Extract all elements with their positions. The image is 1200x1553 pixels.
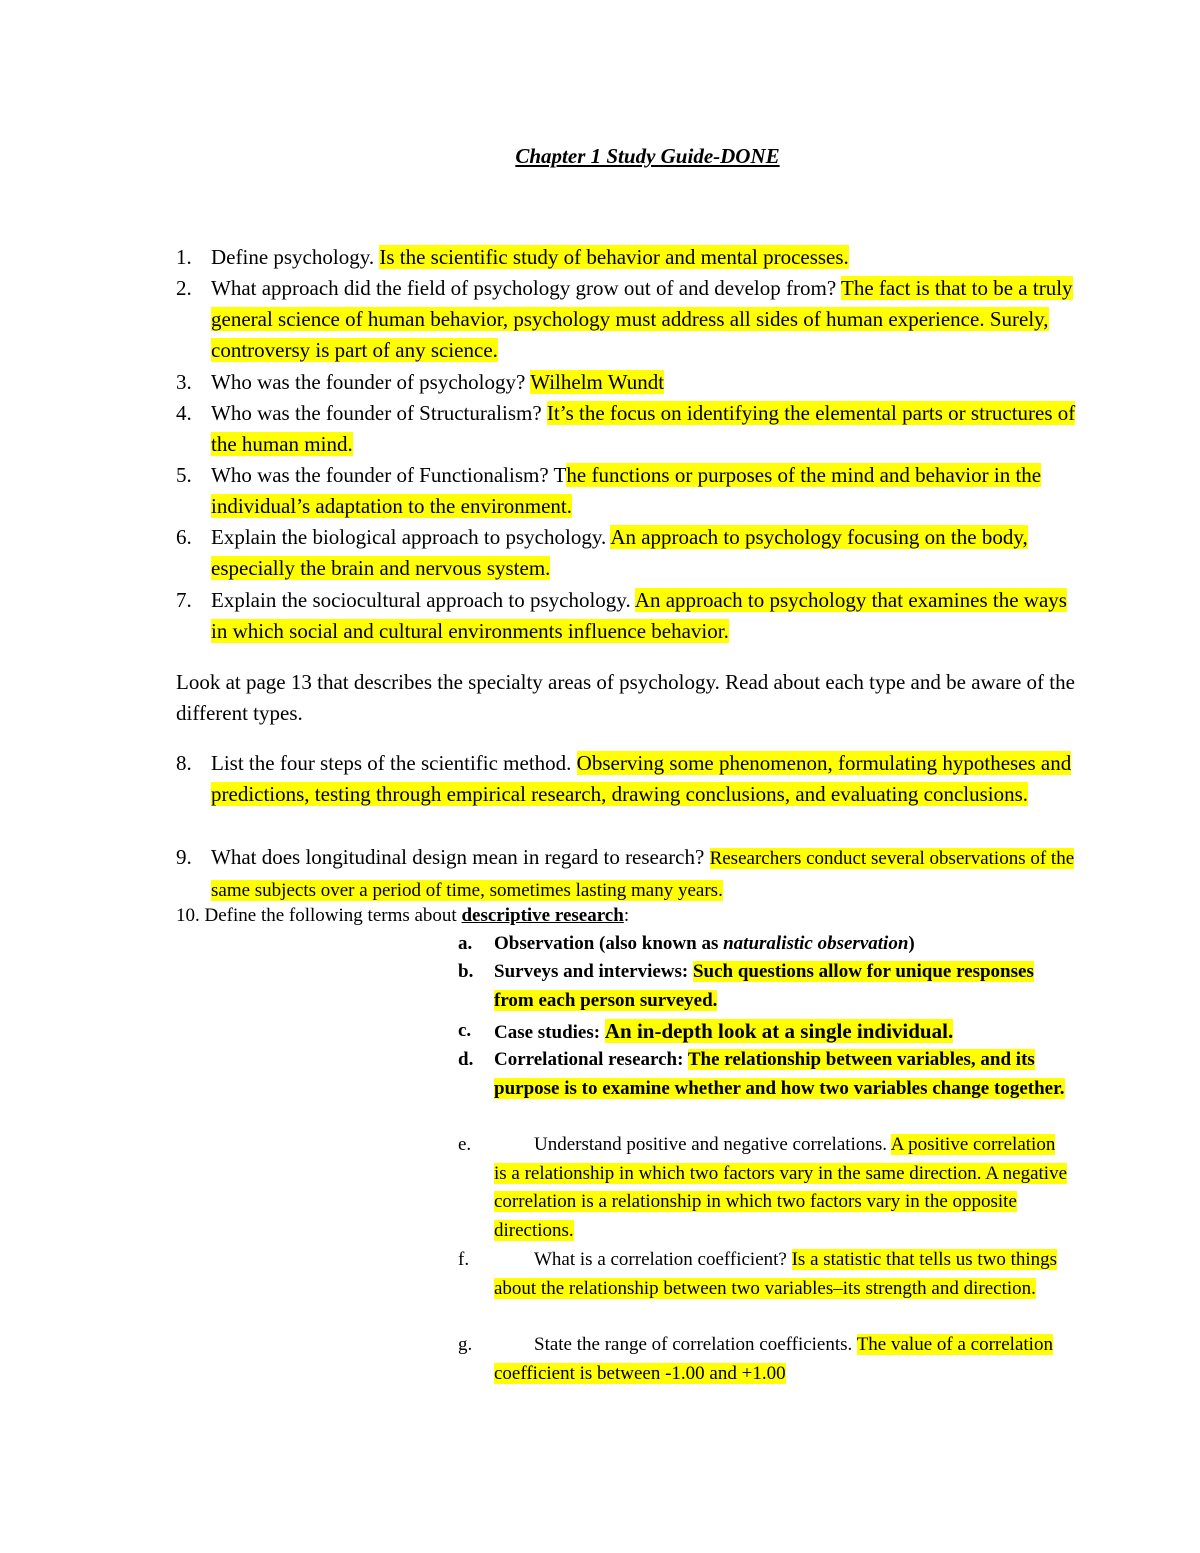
question-text: Who was the founder of psychology? [211,370,531,394]
question-2 [176,273,1076,366]
question-number: 1. [176,245,192,269]
subitem-letter: a. [458,933,473,954]
subitem-label: Observation (also known as [494,933,724,954]
answer-text: It’s the focus on identifying the elemental parts or structures of the human mind. [211,401,1076,456]
question-6 [176,522,1076,584]
subitem-b [458,958,1068,1015]
subitem-answer: Such questions allow for unique responses from each person surveyed. [494,961,1034,1011]
subitem-e [458,1131,1068,1245]
subitem-label: Correlational research: [494,1049,688,1070]
answer-text: he functions or purposes of the mind and behavior in the individual’s adaptation to the environment. [211,463,1042,518]
subitem-letter: c. [458,1020,472,1041]
page-title: Chapter 1 Study Guide-DONE [515,144,780,168]
question-text: Who was the founder of Functionalism? T [211,463,567,487]
answer-text: An approach to psychology focusing on the body, especially the brain and nervous system. [211,525,1028,580]
question-text: Define the following terms about [199,905,462,926]
question-8 [176,748,1076,810]
answer-text: An approach to psychology that examines the ways in which social and cultural environments influence behavior. [211,588,1067,643]
subitem-question: Understand positive and negative correlations. [534,1134,891,1155]
question-number: 3. [176,370,192,394]
subitem-question: State the range of correlation coefficients. [534,1334,857,1355]
question-10 [176,902,629,930]
subitem-g [458,1331,1068,1388]
answer-text: Researchers conduct several observations of the same subjects over a period of time, sometimes lasting many years. [211,848,1075,901]
subitem-question: What is a correlation coefficient? [534,1249,792,1270]
question-3 [176,367,1076,398]
question-text: List the four steps of the scientific method. [211,751,577,775]
subitem-letter: e. [458,1134,472,1155]
question-text: What approach did the field of psychology grow out of and develop from? [211,276,842,300]
question-number: 2. [176,276,192,300]
question-text: Who was the founder of Structuralism? [211,401,547,425]
subitem-close: ) [908,933,915,954]
subitem-letter: g. [458,1334,473,1355]
question-number: 10. [176,905,200,926]
question-7 [176,585,1076,647]
subitem-label: Case studies: [494,1022,605,1043]
question-suffix: : [623,905,630,926]
subitem-f [458,1246,1068,1303]
subitem-answer: A positive correlation is a relationship in which two factors vary in the same direction. A negative correlation is a relationship in which two factors vary in the opposite directions. [494,1134,1068,1241]
question-number: 7. [176,588,192,612]
subitem-answer: An in-depth look at a single individual. [604,1019,954,1043]
question-number: 8. [176,751,192,775]
question-text: Explain the sociocultural approach to psychology. [211,588,635,612]
answer-text: Observing some phenomenon, formulating hypotheses and predictions, testing through empirical research, drawing conclusions, and evaluating conclusions. [211,751,1072,806]
question-4 [176,398,1076,460]
subitem-letter: b. [458,961,474,982]
instruction-paragraph: Look at page 13 that describes the specialty areas of psychology. Read about each type and be aware of the different types. [176,670,1075,725]
question-number: 6. [176,525,192,549]
subitem-answer: The relationship between variables, and its purpose is to examine whether and how two variables change together. [494,1049,1065,1099]
subitem-label: Surveys and interviews: [494,961,693,982]
question-text: Explain the biological approach to psychology. [211,525,611,549]
question-number: 9. [176,845,192,869]
question-5 [176,460,1076,522]
question-number: 4. [176,401,192,425]
question-number: 5. [176,463,192,487]
subitem-answer: Is a statistic that tells us two things about the relationship between two variables–its strength and direction. [494,1249,1058,1299]
subitem-a [458,930,1068,959]
descriptive-research-term: descriptive research [461,905,624,926]
subitem-c [458,1017,1068,1048]
question-1 [176,242,1076,273]
answer-text: Wilhelm Wundt [530,370,665,394]
answer-text: Is the scientific study of behavior and mental processes. [379,245,849,269]
subitem-answer: The value of a correlation coefficient is between -1.00 and +1.00 [494,1334,1053,1384]
question-text: What does longitudinal design mean in regard to research? [211,845,710,869]
subitem-d [458,1046,1068,1103]
subitem-letter: f. [458,1249,470,1270]
question-9 [176,842,1076,906]
question-text: Define psychology. [211,245,380,269]
subitem-italic: naturalistic observation [723,933,909,954]
subitem-letter: d. [458,1049,474,1070]
answer-text: The fact is that to be a truly general science of human behavior, psychology must address all sides of human experience. Surely, controversy is part of any science. [211,276,1073,362]
